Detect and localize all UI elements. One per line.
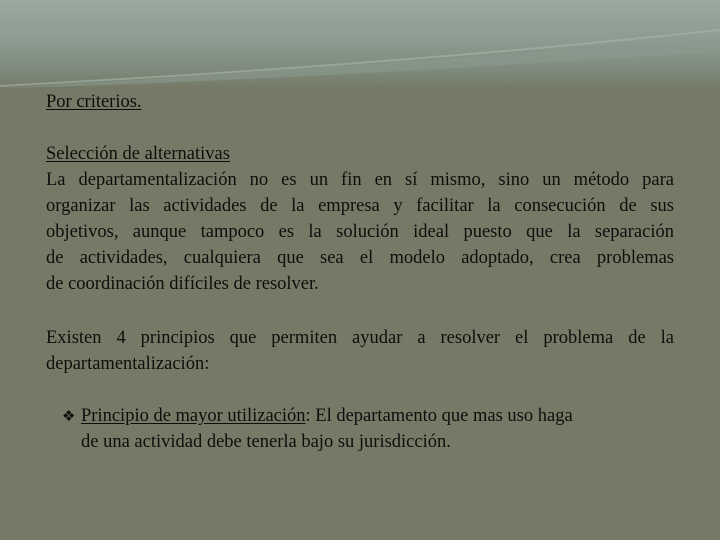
paragraph-line: de coordinación difíciles de resolver. <box>46 274 319 294</box>
bullet-line-1 <box>81 403 674 429</box>
subheading: Selección de alternativas <box>46 144 230 164</box>
diamond-bullet-icon: ❖ <box>62 407 76 425</box>
bullet-line-2: de una actividad debe tenerla bajo su jurisdicción. <box>81 432 451 452</box>
paragraph-line: La departamentalización no es un fin en sí mismo, sino un método para <box>46 170 674 190</box>
bullet-term: Principio de mayor utilización <box>81 406 306 426</box>
paragraph-line: Existen 4 principios que permiten ayudar a resolver el problema de la <box>46 328 674 348</box>
paragraph-line: departamentalización: <box>46 354 210 374</box>
paragraph-line: organizar las actividades de la empresa y facilitar la consecución de sus <box>46 196 674 216</box>
paragraph-line: objetivos, aunque tampoco es la solución ideal puesto que la separación <box>46 222 674 242</box>
section-heading: Por criterios. <box>46 92 142 112</box>
bullet-text: : El departamento que mas uso haga <box>305 406 573 426</box>
paragraph-line: de actividades, cualquiera que sea el modelo adoptado, crea problemas <box>46 248 674 268</box>
